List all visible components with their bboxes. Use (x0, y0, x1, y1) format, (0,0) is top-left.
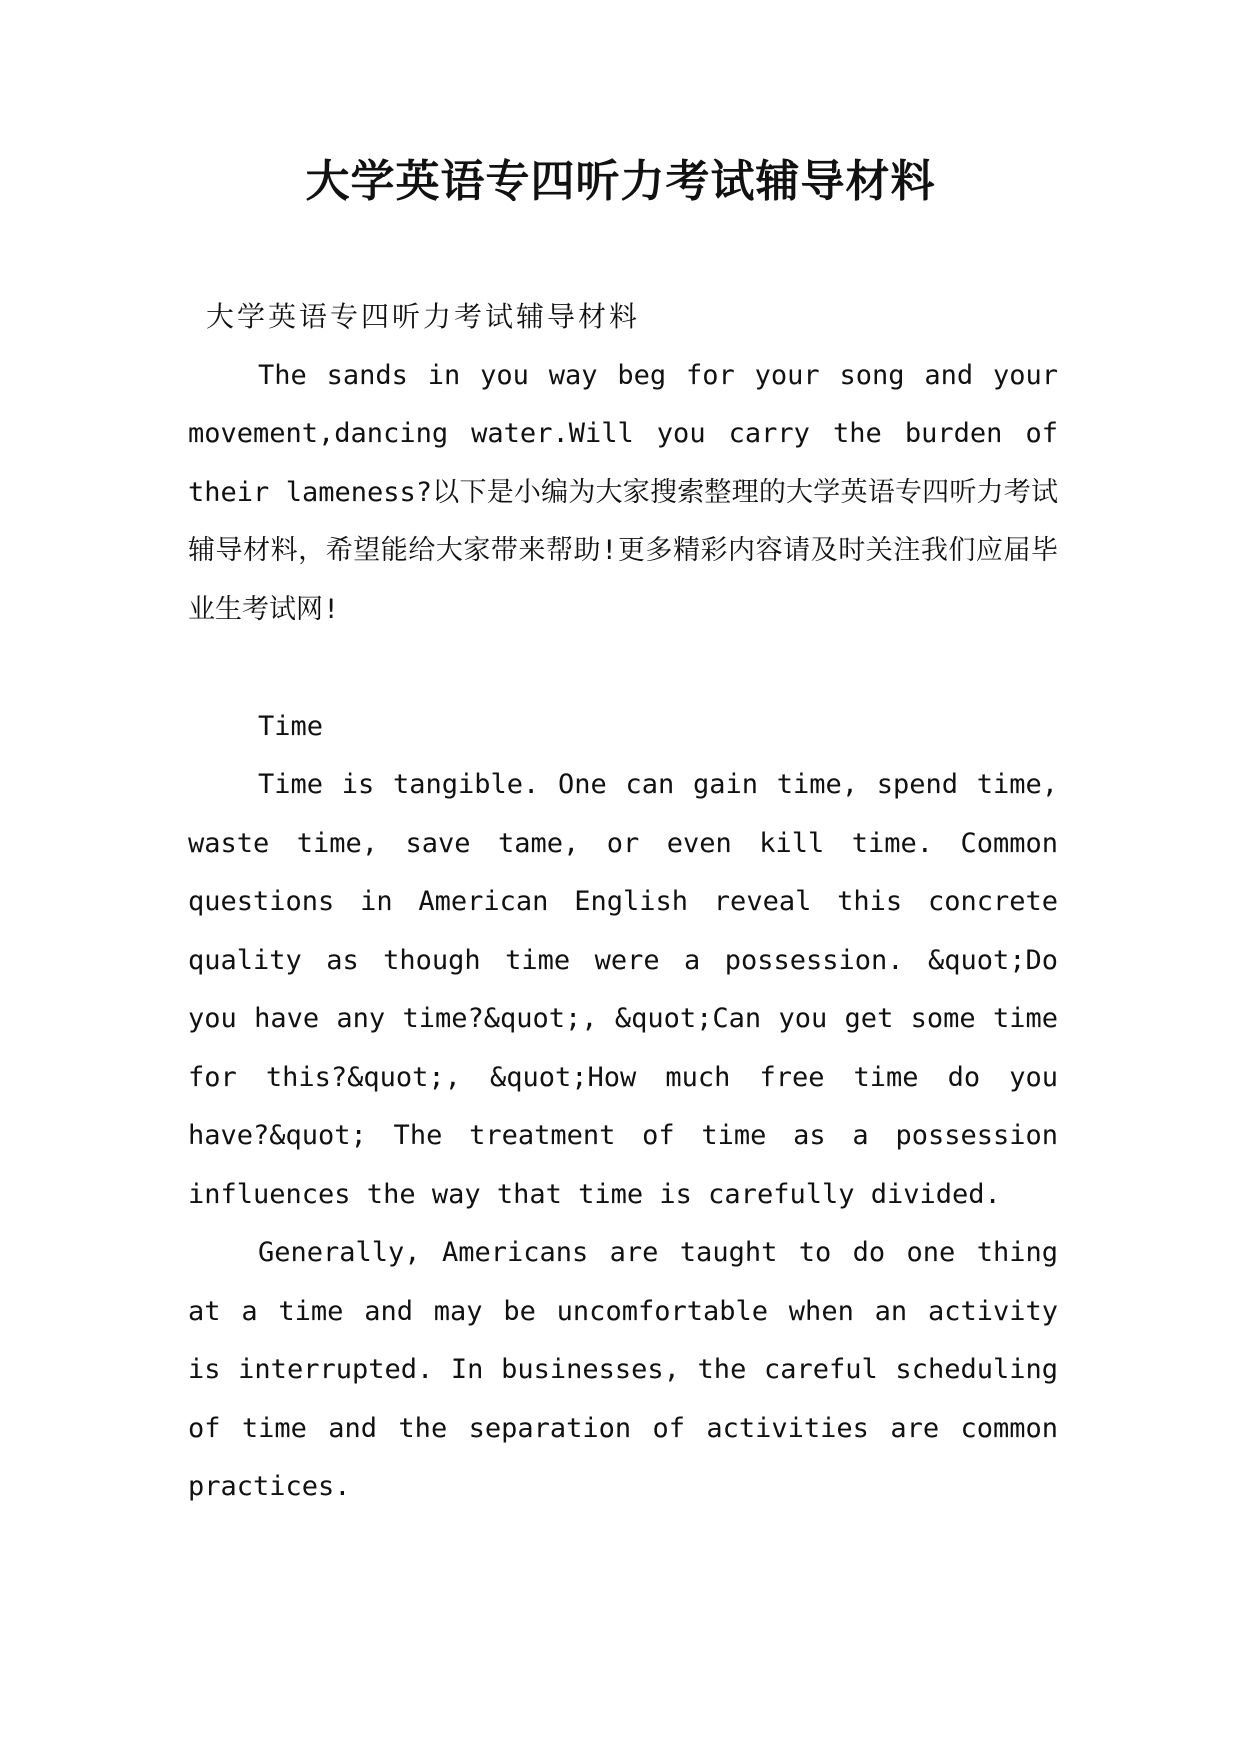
document-body (188, 288, 1058, 1517)
time-paragraph-2: Generally, Americans are taught to do one thing at a time and may be uncomfortable when an activity is interrupted. In businesses, the careful scheduling of time and the separation of activities are common practices. (188, 1237, 1058, 1502)
time-paragraph-1: Time is tangible. One can gain time, spend time, waste time, save tame, or even kill time. Common questions in American English reveal this concrete quality as though time were a possession. &quot;Do you have any time?&quot;, &quot;Can you get some time for this?&quot;, &quot;How much free time do you have?&quot; The treatment of time as a possession influences the way that time is carefully divided. (188, 769, 1058, 1210)
document-title: 大学英语专四听力考试辅导材料 (305, 156, 936, 207)
section-heading-time: Time (258, 710, 324, 742)
intro-paragraph: The sands in you way beg for your song and your movement,dancing water.Will you carry the burden of their lameness?以下是小编为大家搜索整理的大学英语专四听力考试辅导材料，希望能给大家带来帮助!更多精彩内容请及时关注我们应届毕业生考试网! (188, 359, 1058, 625)
document-subtitle: 大学英语专四听力考试辅导材料 (206, 300, 641, 333)
paragraph-spacer (188, 639, 1058, 698)
